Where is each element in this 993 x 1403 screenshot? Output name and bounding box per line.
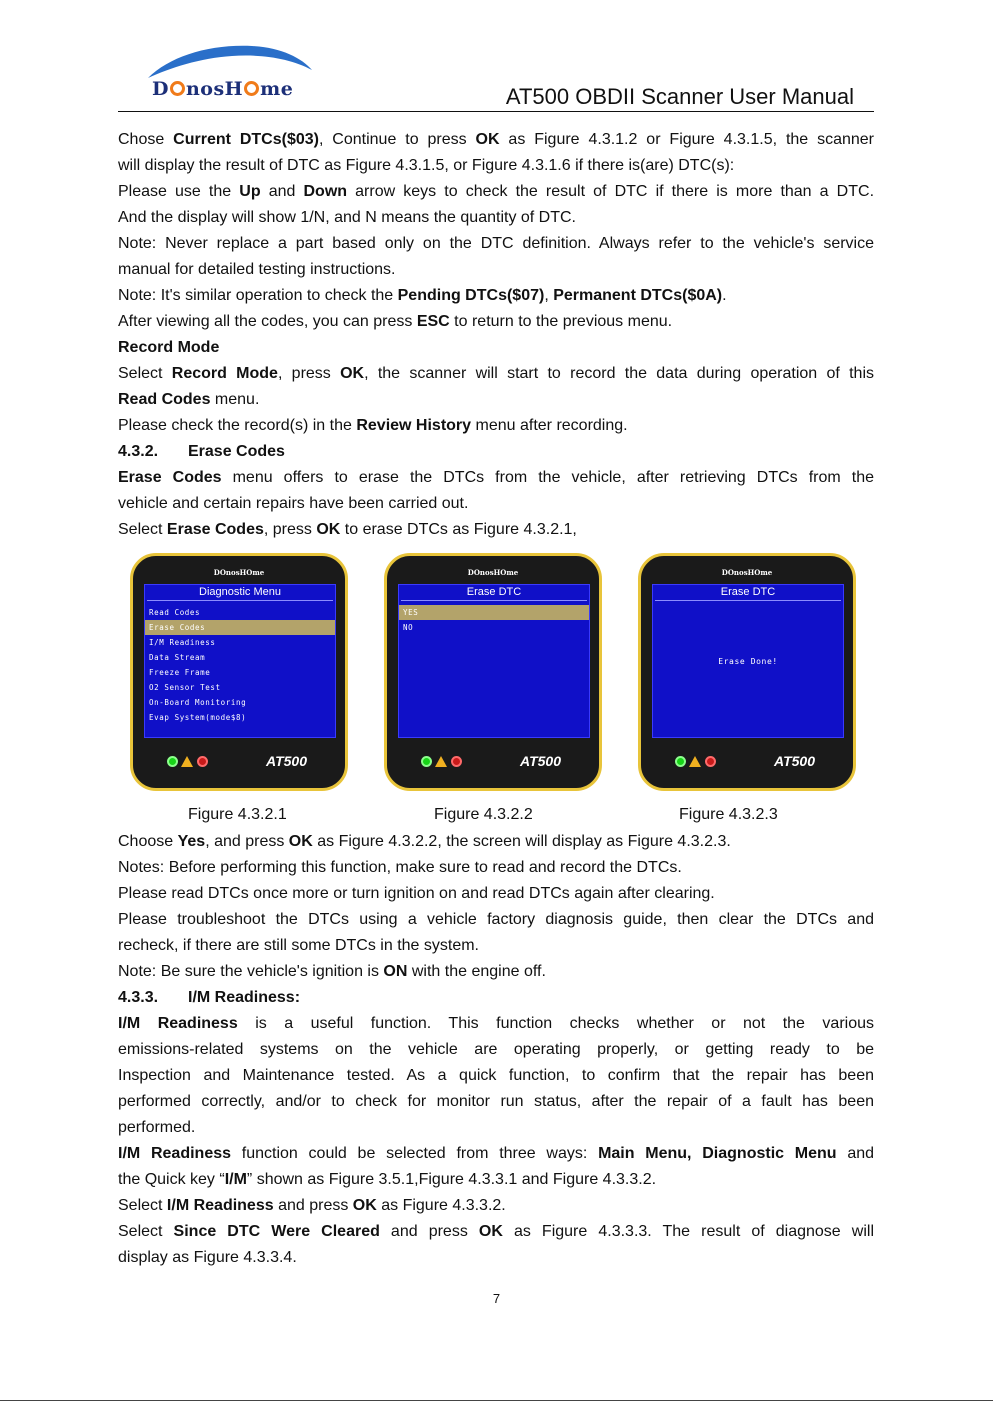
text-run: , the scanner will start to record the data during operation of this (364, 365, 875, 382)
device-brand: AT500 (520, 753, 561, 769)
text-run: Select (118, 1197, 167, 1214)
text-run: display as Figure 4.3.3.4. (118, 1249, 297, 1266)
warning-triangle-icon (435, 756, 447, 767)
bold-text: I/M (224, 1171, 247, 1188)
text-line (118, 855, 874, 881)
text-run: is a useful function. This function checks whether or not the various (237, 1015, 874, 1032)
body-text-top (118, 127, 874, 543)
page-header (118, 38, 874, 112)
text-line (118, 309, 874, 335)
text-line (118, 361, 874, 387)
text-run: menu offers to erase the DTCs from the vehicle, after retrieving DTCs from the (221, 469, 874, 486)
page-bottom-edge (0, 1400, 993, 1401)
document-title: AT500 OBDII Scanner User Manual (505, 84, 854, 109)
text-line (118, 387, 874, 413)
device-logo: DOnosHOme (467, 568, 519, 577)
scanner-device (384, 553, 602, 791)
text-run: I/M Readiness: (188, 989, 301, 1006)
text-run: as Figure 4.3.3.3. The result of diagnose will (502, 1223, 874, 1240)
menu-item: O2 Sensor Test (149, 683, 221, 692)
bold-text: Up (239, 183, 261, 200)
text-run: manual for detailed testing instructions. (118, 261, 396, 278)
warning-triangle-icon (689, 756, 701, 767)
text-run: performed. (118, 1119, 196, 1136)
menu-item: I/M Readiness (149, 638, 216, 647)
device-logo: DOnosHOme (213, 568, 265, 577)
text-run: Select (118, 521, 167, 538)
text-run: recheck, if there are still some DTCs in the system. (118, 937, 479, 954)
text-line (118, 907, 874, 933)
green-led-icon (675, 756, 686, 767)
text-run: function could be selected from three ways: (231, 1145, 599, 1162)
device-status-bar (641, 752, 853, 774)
bold-text: Current DTCs($03) (173, 131, 319, 148)
section-heading (118, 985, 874, 1011)
section-number: 4.3.2. (118, 443, 159, 460)
text-line (118, 829, 874, 855)
figure-row (118, 553, 874, 823)
text-run: performed correctly, and/or to check for monitor run status, after the repair of a fault has been (118, 1093, 874, 1110)
text-run: as Figure 4.3.3.2. (376, 1197, 506, 1214)
text-run: Please troubleshoot the DTCs using a vehicle factory diagnosis guide, then clear the DTCs and (118, 911, 874, 928)
text-line (118, 179, 874, 205)
text-run: Please check the record(s) in the (118, 417, 357, 434)
bold-text: Read Codes (118, 391, 211, 408)
text-line (118, 1037, 874, 1063)
scanner-device (638, 553, 856, 791)
bold-text: Record Mode (171, 365, 278, 382)
bold-text: Erase Codes (118, 469, 222, 486)
menu-item: On-Board Monitoring (149, 698, 247, 707)
green-led-icon (167, 756, 178, 767)
section-heading (118, 439, 874, 465)
bold-text: OK (478, 1223, 503, 1240)
bold-text: Yes (177, 833, 206, 850)
figure-caption: Figure 4.3.2.3 (679, 806, 778, 823)
text-line (118, 1193, 874, 1219)
text-line (118, 335, 874, 361)
screen-menu (399, 605, 589, 635)
bold-text: OK (352, 1197, 377, 1214)
bold-text: Down (303, 183, 348, 200)
text-line (118, 1245, 874, 1271)
text-run: and (260, 183, 304, 200)
text-run: Please use the (118, 183, 240, 200)
text-line (118, 1141, 874, 1167)
text-run: Note: Be sure the vehicle's ignition is (118, 963, 384, 980)
text-line (118, 257, 874, 283)
text-run: and press (379, 1223, 479, 1240)
menu-item: Read Codes (149, 608, 201, 617)
text-run: . (722, 287, 727, 304)
text-line (118, 1115, 874, 1141)
device-brand: AT500 (774, 753, 815, 769)
text-run: as Figure 4.3.2.2, the screen will display as Figure 4.3.2.3. (312, 833, 731, 850)
text-run: Note: Never replace a part based only on the DTC definition. Always refer to the vehicle's service (118, 235, 874, 252)
text-run: ” shown as Figure 3.5.1,Figure 4.3.3.1 and Figure 4.3.3.2. (246, 1171, 657, 1188)
green-led-icon (421, 756, 432, 767)
bold-text: I/M Readiness (166, 1197, 274, 1214)
red-error-icon (197, 756, 208, 767)
red-error-icon (451, 756, 462, 767)
bold-text: Pending DTCs($07) (397, 287, 545, 304)
text-line (118, 881, 874, 907)
bold-text: OK (288, 833, 313, 850)
screen-message: Erase Done! (718, 657, 778, 666)
text-run: menu. (210, 391, 260, 408)
text-line (118, 959, 874, 985)
text-run: , (544, 287, 554, 304)
donoshome-logo (140, 38, 320, 104)
menu-item: Erase Codes (145, 620, 335, 635)
text-line (118, 1167, 874, 1193)
text-run: and (836, 1145, 875, 1162)
text-line (118, 153, 874, 179)
bold-text: I/M Readiness (118, 1145, 232, 1162)
text-run: After viewing all the codes, you can press (118, 313, 417, 330)
text-run: Select (118, 365, 172, 382)
scanner-device (130, 553, 348, 791)
figure-caption: Figure 4.3.2.2 (434, 806, 533, 823)
text-line (118, 231, 874, 257)
text-run: emissions-related systems on the vehicle are operating properly, or getting ready to be (118, 1041, 874, 1058)
text-line (118, 465, 874, 491)
bold-text: I/M Readiness (118, 1015, 238, 1032)
text-run: will display the result of DTC as Figure 4.3.1.5, or Figure 4.3.1.6 if there is(are) DTC(s): (118, 157, 735, 174)
text-run: arrow keys to check the result of DTC if there is more than a DTC. (347, 183, 875, 200)
bold-text: Erase Codes (166, 521, 264, 538)
device-brand: AT500 (266, 753, 307, 769)
text-run: Choose (118, 833, 178, 850)
text-run: and press (273, 1197, 353, 1214)
text-run: , press (277, 365, 341, 382)
text-line (118, 933, 874, 959)
page-number: 7 (492, 1291, 501, 1306)
text-run: Chose (118, 131, 174, 148)
text-line (118, 283, 874, 309)
text-run: to return to the previous menu. (449, 313, 673, 330)
bold-text: Permanent DTCs($0A) (553, 287, 723, 304)
text-run: as Figure 4.3.1.2 or Figure 4.3.1.5, the scanner (499, 131, 875, 148)
warning-triangle-icon (181, 756, 193, 767)
text-run: , and press (205, 833, 289, 850)
figure-caption: Figure 4.3.2.1 (188, 806, 287, 823)
menu-item: Freeze Frame (149, 668, 211, 677)
bold-text: ESC (416, 313, 450, 330)
device-screen (144, 584, 336, 738)
bold-text: Since DTC Were Cleared (173, 1223, 380, 1240)
bold-text: OK (316, 521, 341, 538)
text-run: the Quick key “ (118, 1171, 225, 1188)
bold-text: OK (340, 365, 365, 382)
text-line (118, 491, 874, 517)
device-logo: DOnosHOme (721, 568, 773, 577)
text-line (118, 1219, 874, 1245)
red-error-icon (705, 756, 716, 767)
text-run: Select (118, 1223, 174, 1240)
text-line (118, 1089, 874, 1115)
bold-text: ON (383, 963, 408, 980)
text-run: Notes: Before performing this function, make sure to read and record the DTCs. (118, 859, 682, 876)
body-text-bottom (118, 829, 874, 1271)
text-line (118, 1063, 874, 1089)
text-run: , Continue to press (318, 131, 476, 148)
device-status-bar (133, 752, 345, 774)
text-run: Erase Codes (188, 443, 285, 460)
menu-item: YES (399, 605, 589, 620)
bold-text: OK (475, 131, 500, 148)
text-run: Please read DTCs once more or turn ignition on and read DTCs again after clearing. (118, 885, 715, 902)
text-line (118, 1011, 874, 1037)
device-screen (652, 584, 844, 738)
device-screen (398, 584, 590, 738)
logo-wordmark: D nosH me (152, 78, 294, 100)
text-line (118, 413, 874, 439)
screen-title: Diagnostic Menu (147, 585, 333, 601)
menu-item: NO (403, 623, 414, 632)
text-line (118, 205, 874, 231)
bold-text: Review History (356, 417, 472, 434)
menu-item: Evap System(mode$8) (149, 713, 247, 722)
bold-text: Main Menu, Diagnostic Menu (598, 1145, 837, 1162)
device-status-bar (387, 752, 599, 774)
text-run: menu after recording. (471, 417, 628, 434)
screen-menu (145, 605, 335, 725)
text-run: with the engine off. (407, 963, 546, 980)
header-divider (118, 111, 874, 112)
text-run: , press (263, 521, 317, 538)
menu-item: Data Stream (149, 653, 206, 662)
bold-text: Record Mode (118, 339, 220, 356)
text-run: Note: It's similar operation to check the (118, 287, 398, 304)
text-line (118, 127, 874, 153)
screen-title: Erase DTC (401, 585, 587, 601)
screen-title: Erase DTC (655, 585, 841, 601)
text-run: Inspection and Maintenance tested. As a quick function, to confirm that the repair has been (118, 1067, 874, 1084)
text-line (118, 517, 874, 543)
text-run: vehicle and certain repairs have been carried out. (118, 495, 469, 512)
text-run: to erase DTCs as Figure 4.3.2.1, (340, 521, 577, 538)
text-run: And the display will show 1/N, and N means the quantity of DTC. (118, 209, 576, 226)
section-number: 4.3.3. (118, 989, 159, 1006)
